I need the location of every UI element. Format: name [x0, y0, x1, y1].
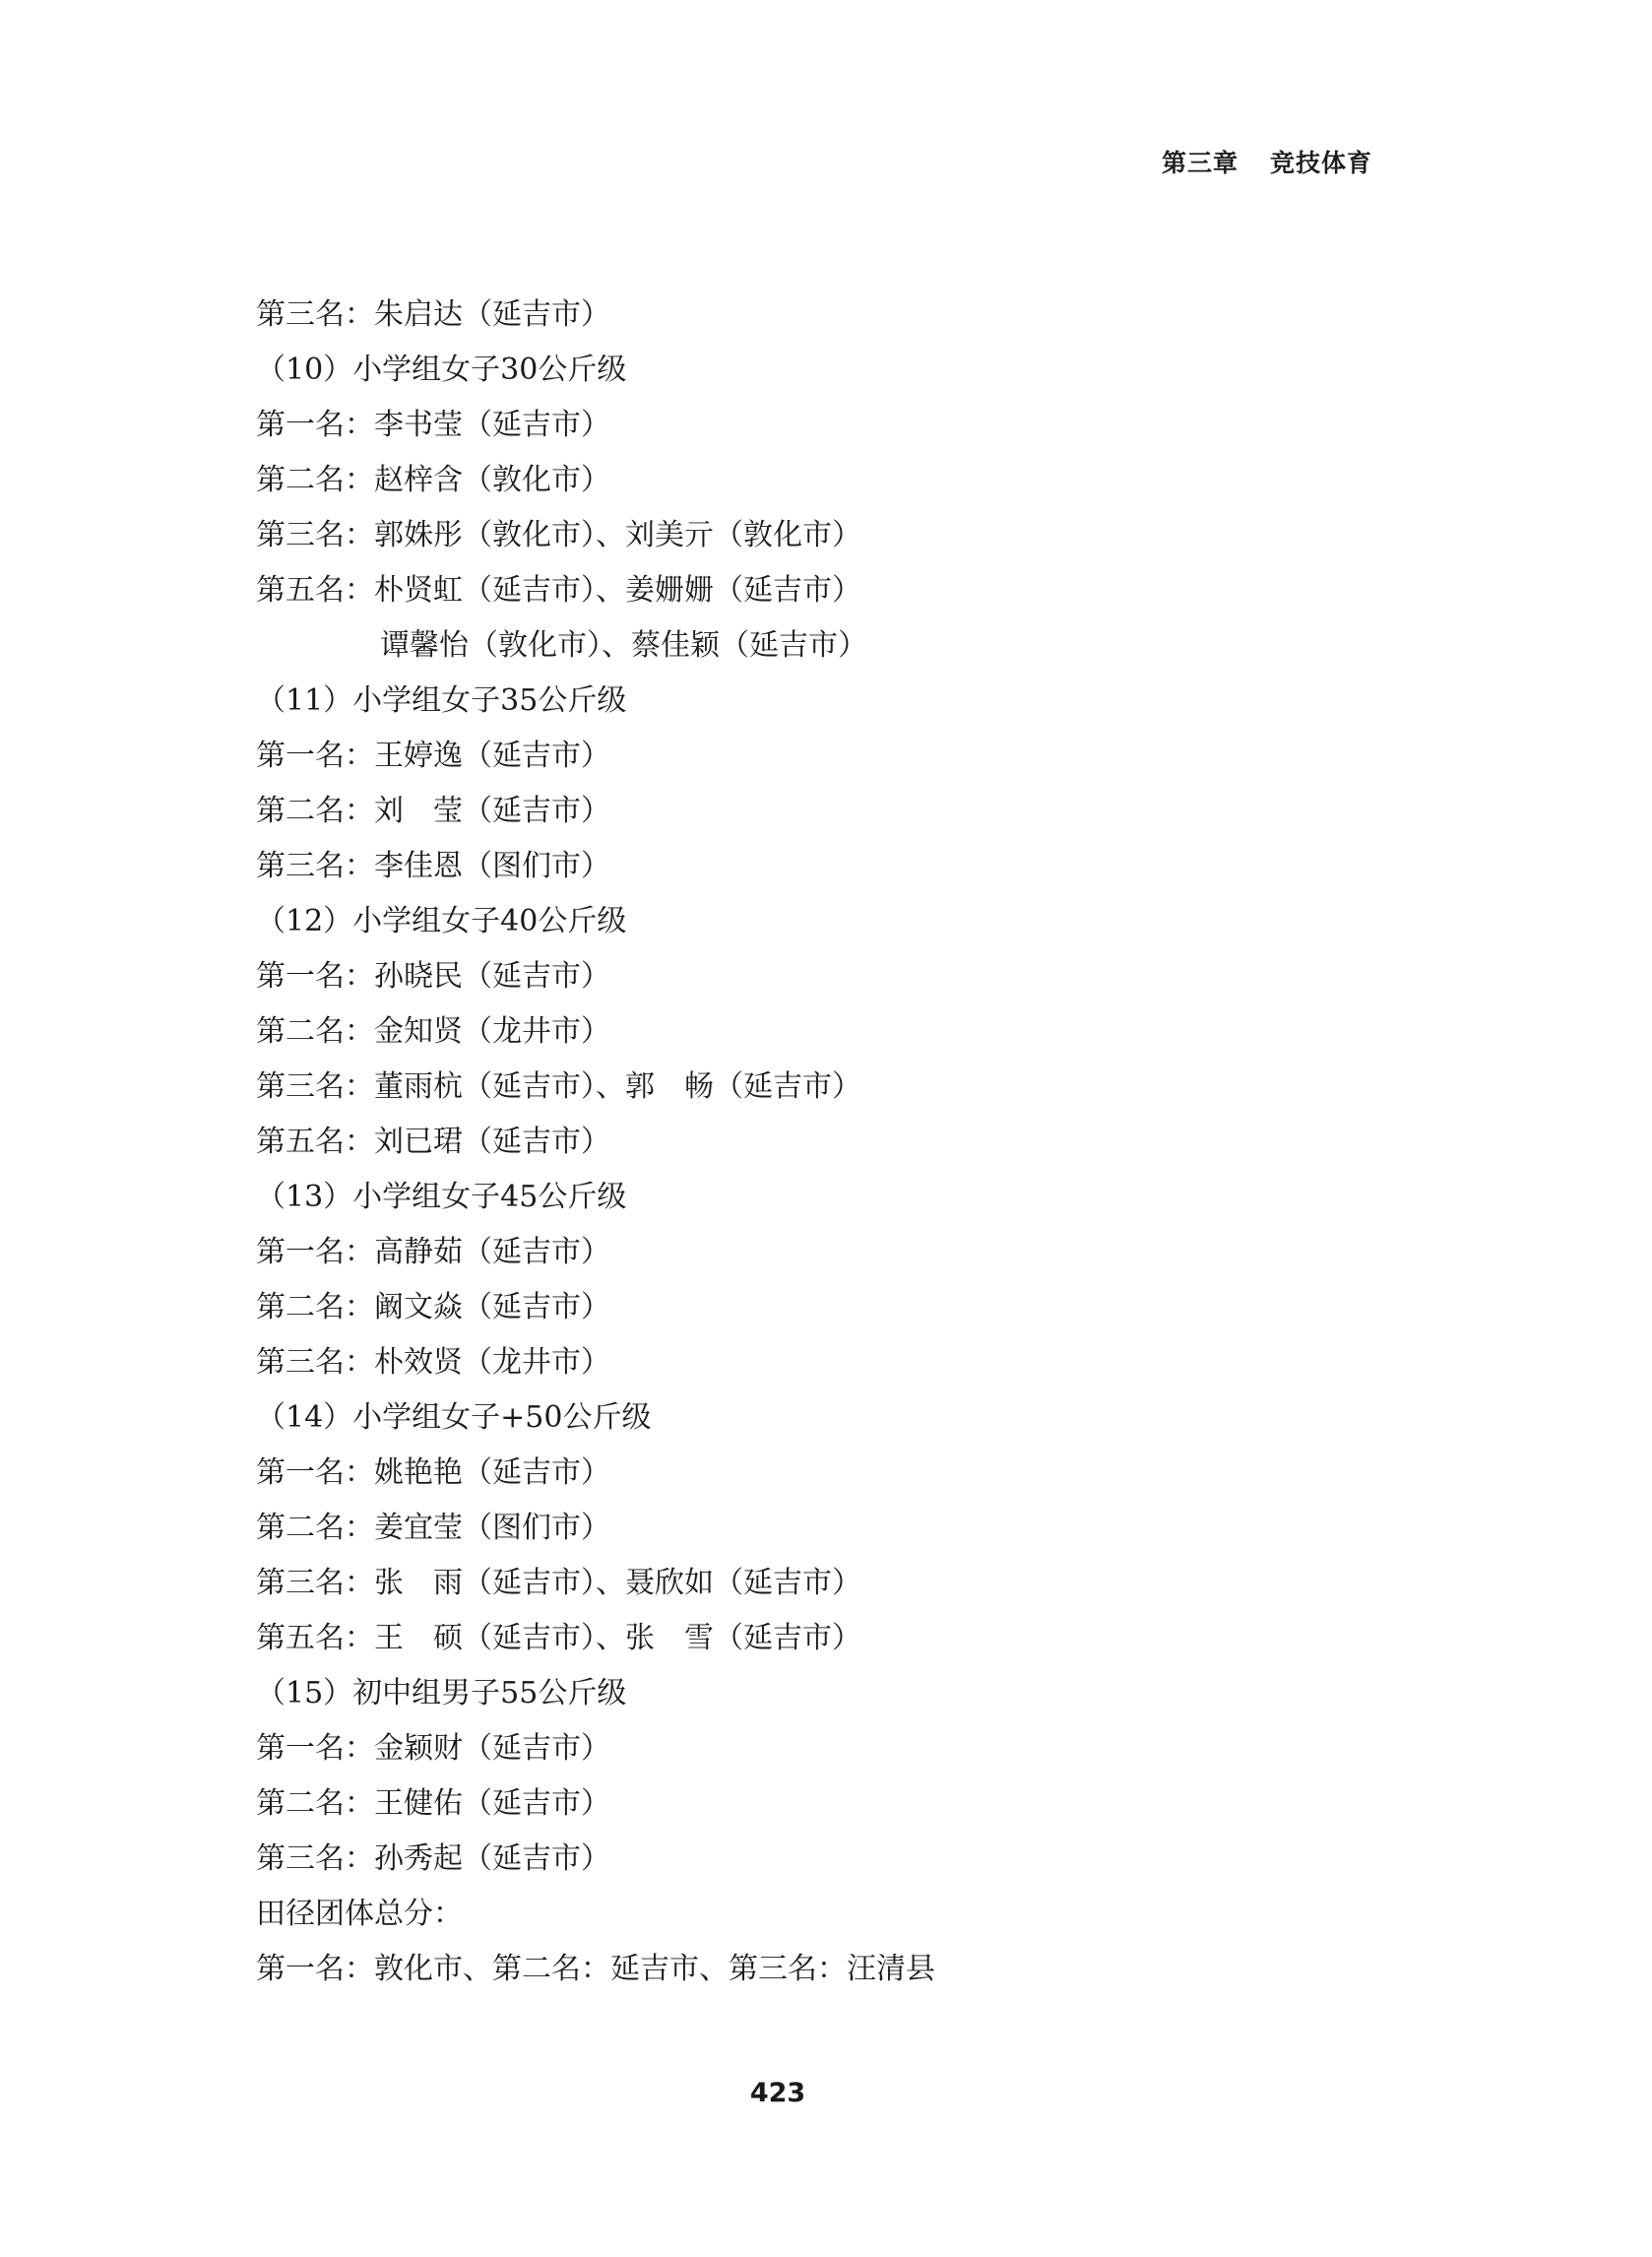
- chapter-title: 第三章: [1162, 149, 1239, 177]
- result-line: 第三名：张 雨（延吉市）、聂欣如（延吉市）: [256, 1566, 861, 1600]
- team-total-result: 第一名：敦化市、第二名：延吉市、第三名：汪清县: [256, 1952, 935, 1986]
- result-line: 第五名：朴贤虹（延吉市）、姜姗姗（延吉市）: [256, 573, 861, 608]
- result-line: 第二名：王健佑（延吉市）: [256, 1786, 610, 1821]
- result-line: 第二名：赵梓含（敦化市）: [256, 463, 610, 497]
- category-heading: （15）初中组男子55公斤级: [256, 1676, 627, 1710]
- result-line: 第一名：姚艳艳（延吉市）: [256, 1455, 610, 1490]
- result-line: 第二名：阚文焱（延吉市）: [256, 1290, 610, 1324]
- result-line: 第三名：孙秀起（延吉市）: [256, 1841, 610, 1876]
- result-line: 第一名：李书莹（延吉市）: [256, 408, 610, 442]
- result-line: 第三名：郭姝彤（敦化市）、刘美亓（敦化市）: [256, 518, 861, 552]
- result-line: 第三名：朴效贤（龙井市）: [256, 1345, 610, 1380]
- result-line: 第二名：金知贤（龙井市）: [256, 1014, 610, 1049]
- result-line: 第三名：董雨杭（延吉市）、郭 畅（延吉市）: [256, 1069, 861, 1104]
- category-heading: （13）小学组女子45公斤级: [256, 1180, 627, 1214]
- results-list: [256, 288, 1339, 1997]
- result-line: 第一名：金颖财（延吉市）: [256, 1731, 610, 1766]
- result-line: 第三名：朱启达（延吉市）: [256, 297, 610, 332]
- team-total-heading: 田径团体总分：: [256, 1897, 463, 1931]
- result-line: 第一名：高静茹（延吉市）: [256, 1235, 610, 1269]
- result-line: 第五名：刘已珺（延吉市）: [256, 1125, 610, 1159]
- section-title: 竞技体育: [1270, 149, 1373, 177]
- result-line: 第一名：孙晓民（延吉市）: [256, 959, 610, 994]
- result-line: 第五名：王 硕（延吉市）、张 雪（延吉市）: [256, 1621, 861, 1655]
- category-heading: （14）小学组女子+50公斤级: [256, 1400, 652, 1435]
- category-heading: （10）小学组女子30公斤级: [256, 353, 627, 387]
- result-line: 第三名：李佳恩（图们市）: [256, 849, 610, 883]
- page-number: 423: [749, 2078, 806, 2108]
- result-line: 第一名：王婷逸（延吉市）: [256, 739, 610, 773]
- result-line: 第二名：刘 莹（延吉市）: [256, 794, 610, 828]
- result-line: 第二名：姜宜莹（图们市）: [256, 1511, 610, 1545]
- category-heading: （11）小学组女子35公斤级: [256, 683, 627, 718]
- category-heading: （12）小学组女子40公斤级: [256, 904, 627, 938]
- result-line-continuation: 谭馨怡（敦化市）、蔡佳颖（延吉市）: [380, 628, 867, 663]
- running-header: [1162, 144, 1372, 179]
